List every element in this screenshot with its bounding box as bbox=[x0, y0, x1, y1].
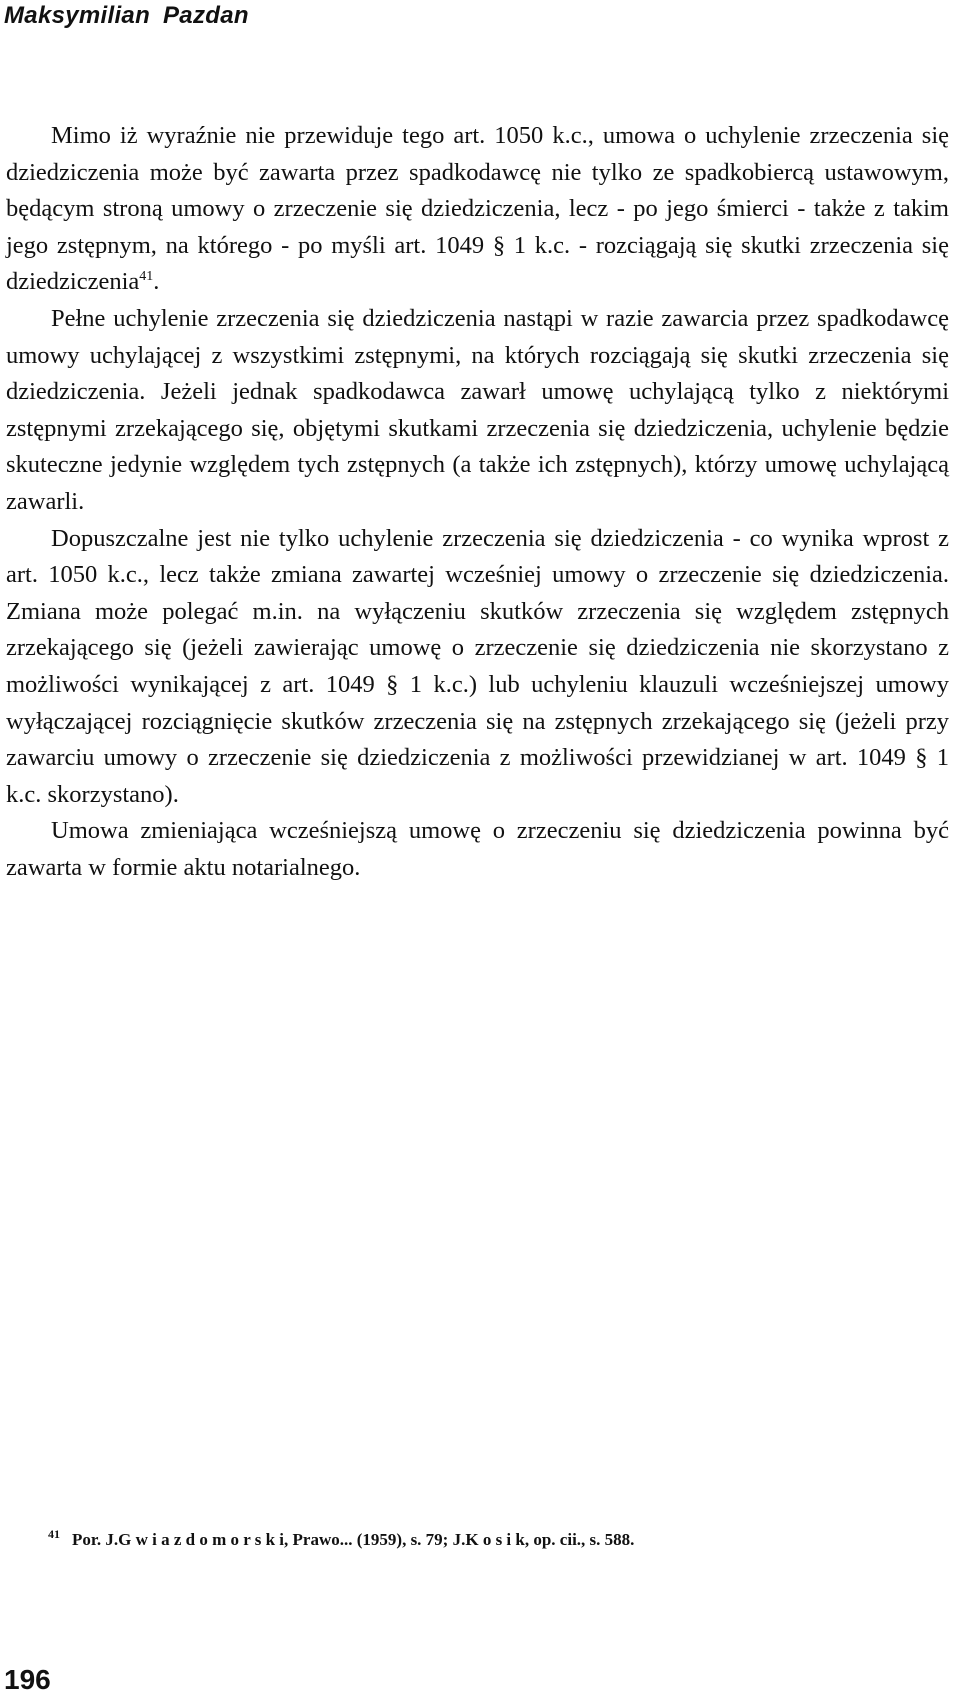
document-body bbox=[6, 118, 949, 886]
running-header-author: Maksymilian Pazdan bbox=[4, 2, 249, 29]
paragraph bbox=[6, 118, 949, 301]
footnote bbox=[48, 1527, 635, 1550]
footnote-reference: 41 bbox=[139, 269, 154, 285]
footnote-text: Por. J.G w i a z d o m o r s k i, Prawo... (1959), s. 79; J.K o s i k, op. cii., s. 588. bbox=[72, 1530, 635, 1549]
paragraph: Pełne uchylenie zrzeczenia się dziedziczenia nastąpi w razie zawarcia przez spadkodawcę umowy uchylającej z wszystkimi zstępnymi, na których rozciągają się skutki zrzeczenia się dziedziczenia. Jeżeli jednak spadkodawca zawarł umowę uchylającą tylko z niektórymi zstępnymi zrzekającego się, objętymi skutkami zrzeczenia się dziedziczenia, uchylenie będzie skuteczne jedynie względem tych zstępnych (a także ich zstępnych), którzy umowę uchylającą zawarli. bbox=[6, 304, 949, 515]
paragraph-text: Mimo iż wyraźnie nie przewiduje tego art. 1050 k.c., umowa o uchylenie zrzeczenia się dziedziczenia może być zawarta przez spadkodawcę nie tylko ze spadkobiercą ustawowym, będącym stroną umowy o zrzeczenie się dziedziczenia, lecz - po jego śmierci - także z takim jego zstępnym, na którego - po myśli art. 1049 § 1 k.c. - rozciągają się skutki zrzeczenia się dziedziczenia bbox=[6, 122, 949, 296]
paragraph: Umowa zmieniająca wcześniejszą umowę o zrzeczeniu się dziedziczenia powinna być zawarta w formie aktu notarialnego. bbox=[6, 817, 949, 881]
paragraph: Dopuszczalne jest nie tylko uchylenie zrzeczenia się dziedziczenia - co wynika wprost z art. 1050 k.c., lecz także zmiana zawartej wcześniej umowy o zrzeczenie się dziedziczenia. Zmiana może polegać m.in. na wyłączeniu skutków zrzeczenia się względem zstępnych zrzekającego się (jeżeli zawierając umowę o zrzeczenie się dziedziczenia nie skorzystano z możliwości wynikającej z art. 1049 § 1 k.c.) lub uchyleniu klauzuli wcześniejszej umowy wyłączającej rozciągnięcie skutków zrzeczenia się na zstępnych zrzekającego się (jeżeli przy zawarciu umowy o zrzeczenie się dziedziczenia z możliwości przewidzianej w art. 1049 § 1 k.c. skorzystano). bbox=[6, 524, 949, 808]
paragraph-end: . bbox=[153, 268, 160, 296]
page-number: 196 bbox=[4, 1664, 51, 1695]
footnote-number: 41 bbox=[48, 1527, 60, 1542]
